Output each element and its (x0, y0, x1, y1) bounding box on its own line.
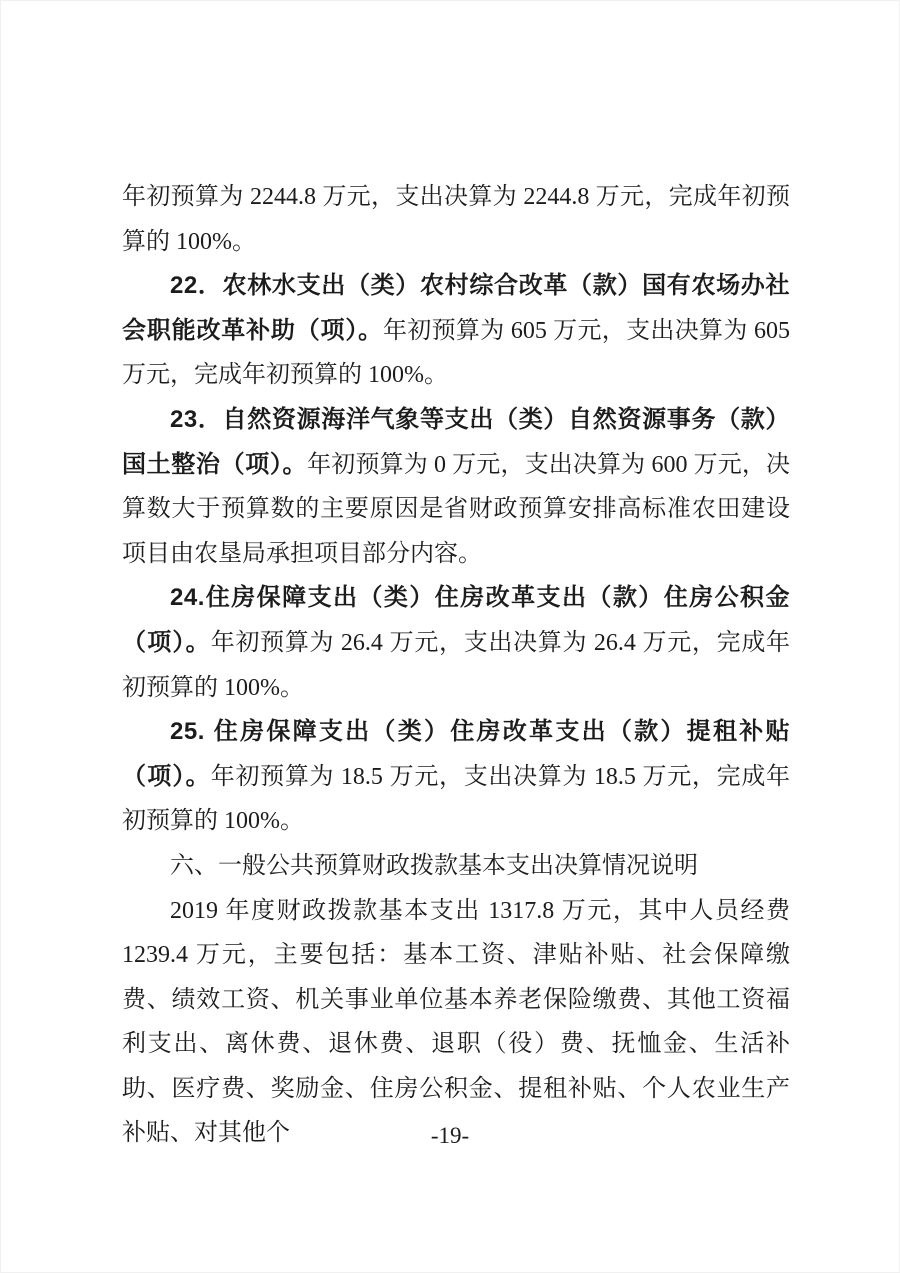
paragraph-item-24 (122, 576, 790, 710)
paragraph-bold-lead: 23．自然资源海洋气象等支出（类）自然资源事务（款）国土整治（项）。 (122, 405, 790, 478)
paragraph-text: 年初预算为 2244.8 万元，支出决算为 2244.8 万元，完成年初预算的 100%。 (122, 184, 790, 255)
section-heading-text: 六、一般公共预算财政拨款基本支出决算情况说明 (170, 852, 698, 879)
page-footer (0, 1118, 900, 1154)
paragraph-item-25 (122, 710, 790, 844)
document-body (122, 175, 790, 1156)
paragraph-text: 2019 年度财政拨款基本支出 1317.8 万元，其中人员经费 1239.4 万元，主要包括：基本工资、津贴补贴、社会保障缴费、绩效工资、机关事业单位基本养老保险缴费、其他工资福利支出、离休费、退休费、退职（役）费、抚恤金、生活补助、医疗费、奖励金、住房公积金、提租补贴、个人农业生产补贴、对其他个 (122, 897, 790, 1147)
paragraph-item-22 (122, 264, 790, 398)
paragraph-text: 年初预算为 605 万元，支出决算为 605 万元，完成年初预算的 100%。 (122, 317, 791, 389)
paragraph-item-23 (122, 398, 790, 576)
paragraph-basic-expenditure (122, 889, 790, 1157)
paragraph-text: 年初预算为 18.5 万元，支出决算为 18.5 万元，完成年初预算的 100%。 (122, 763, 791, 835)
paragraph-text: 年初预算为 0 万元，支出决算为 600 万元，决算数大于预算数的主要原因是省财政预算安排高标准农田建设项目由农垦局承担项目部分内容。 (122, 451, 791, 567)
page-number: -19- (430, 1123, 470, 1148)
paragraph-bold-lead: 24.住房保障支出（类）住房改革支出（款）住房公积金（项）。 (122, 584, 790, 656)
section-heading-six (122, 844, 790, 889)
paragraph-text: 年初预算为 26.4 万元，支出决算为 26.4 万元，完成年初预算的 100%。 (122, 629, 791, 701)
paragraph-21-continuation (122, 175, 790, 264)
paragraph-bold-lead: 25. 住房保障支出（类）住房改革支出（款）提租补贴（项）。 (122, 718, 790, 790)
paragraph-bold-lead: 22．农林水支出（类）农村综合改革（款）国有农场办社会职能改革补助（项）。 (122, 272, 790, 344)
